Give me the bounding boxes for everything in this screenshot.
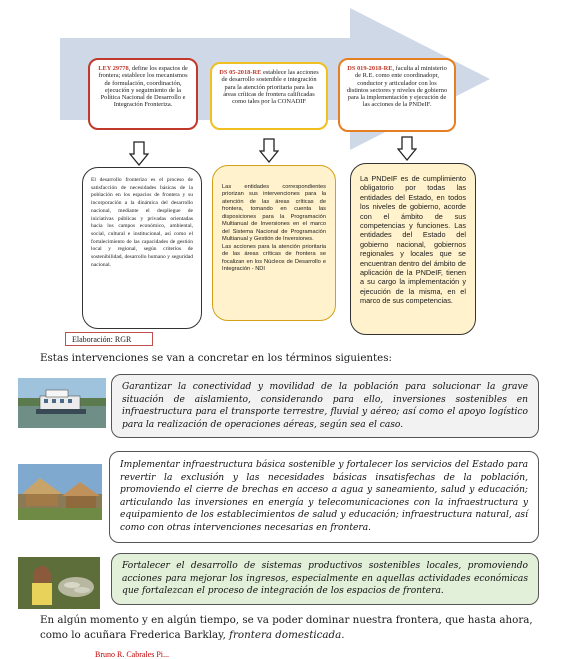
priority-actions-text: Las entidades correspondientes priorizan sus intervenciones para la atención de las áreas críticas de frontera, tomando en cuenta las disposiciones para la Programación Multianual de Inversiones en el marco del Sistema Nacional de Programación Multianual y Gestión de Inversiones. Las acciones para la atención prioritaria de las áreas críticas de frontera se focalizan en los Núcleos de Desarrollo e Integración - NDI xyxy=(222,183,326,272)
author-signature: Bruno R. Cabrales Pi... xyxy=(95,650,169,659)
rural-houses-image xyxy=(18,464,102,520)
pndeif-compliance-box xyxy=(350,163,476,335)
ds-019-2018-box xyxy=(338,58,456,132)
intervention-productive-text: Fortalecer el desarrollo de sistemas productivos sostenibles locales, promoviendo acciones para mejorar los ingresos, especialmente en aquellas actividades económicas que fortalezcan el proceso de integración de los espacios de frontera. xyxy=(122,561,528,597)
priority-actions-box xyxy=(212,165,336,321)
intervention-productive-box xyxy=(111,553,539,605)
intro-paragraph: Estas intervenciones se van a concretar en los términos siguientes: xyxy=(40,352,393,364)
ds-05-2018-text: establece las acciones de desarrollo sostenible e integración para la atención prioritaria para las áreas críticas de frontera calificadas como tales por la CONADIF xyxy=(221,69,319,106)
law-29778-box xyxy=(88,58,198,130)
pndeif-compliance-text: La PNDeIF es de cumplimiento obligatorio por todas las entidades del Estado, en todos los niveles de gobierno, acorde con el ámbito de sus competencias y funciones. Las entidades del Estado del gobierno nacional, gobiernos regionales y locales que se encuentran dentro del ámbito de aplicación de la PNDeIF, tienen a su cargo la implementación y ejecución de la misma, en el marco de sus competencias. xyxy=(360,174,466,306)
source-label: Elaboración: RGR xyxy=(65,332,153,346)
ds-05-2018-title: DS 05-2018-RE xyxy=(219,69,262,76)
fronterizo-definition-box xyxy=(82,167,202,329)
ds-019-2018-text: , faculta al ministerio de R.E. como ente coordinadopr, conductor y articulador con los distintos sectores y niveles de gobierno para la implementación y ejecución de las acciones de la PNDeIF. xyxy=(346,65,448,109)
intervention-connectivity-box xyxy=(111,374,539,438)
closing-line-2: como lo acuñara Frederica Barklay, frontera domesticada. xyxy=(40,629,345,641)
closing-line-1: En algún momento y en algún tiempo, se va poder dominar nuestra frontera, que hasta ahora, xyxy=(40,614,533,626)
intervention-infrastructure-box xyxy=(109,451,539,543)
fronterizo-definition-text: El desarrollo fronterizo es el proceso de satisfacción de necesidades básicas de la población en los espacios de frontera y su incorporación a la dinámica del desarrollo nacional, mediante el despliegue de iniciativas públicas y privadas orientadas hacia los campos económico, ambiental, social, cultural e institucional, así como el fortalecimiento de las capacidades de gestión local y regional, según criterios de sostenibilidad, desarrollo humano y seguridad nacional. xyxy=(91,177,193,268)
intervention-infrastructure-text: Implementar infraestructura básica sostenible y fortalecer los servicios del Estado para revertir la exclusión y las necesidades básicas insatisfechas de la población, promoviendo el cierre de brechas en acceso a agua y saneamiento, salud y educación; articulando las inversiones en energía y telecomunicaciones con la infraestructura y equipamiento de los establecimientos de salud y educación; infraestructura natural, así como con otras intervenciones necesarias en frontera. xyxy=(120,460,528,533)
down-arrow-icon xyxy=(397,136,417,162)
law-29778-text: , define los espacios de frontera; establece los mecanismos de formulación, coordinación, ejecución y seguimiento de la Política Nacional de Desarrollo e Integración Fronteriza. xyxy=(98,65,188,109)
down-arrow-icon xyxy=(259,138,279,164)
ds-05-2018-box xyxy=(210,62,328,130)
down-arrow-icon xyxy=(129,141,149,167)
intervention-connectivity-text: Garantizar la conectividad y movilidad de la población para solucionar la grave situación de aislamiento, considerando para ello, inversiones sostenibles en infraestructura para el transporte terrestre, fluvial y aéreo; así como el apoyo logístico para la realización de operaciones aéreas, según sea el caso. xyxy=(122,382,528,430)
law-29778-title: LEY 29778 xyxy=(98,65,129,72)
river-boat-image xyxy=(18,378,106,428)
fish-harvest-image xyxy=(18,557,100,609)
closing-paragraph xyxy=(40,613,560,643)
ds-019-2018-title: DS 019-2018-RE xyxy=(347,65,393,72)
